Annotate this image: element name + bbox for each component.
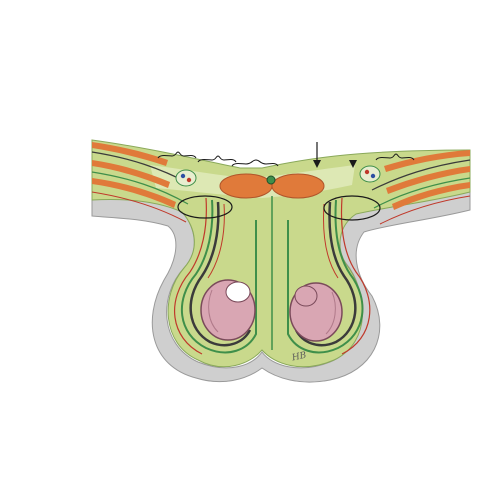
left-testis [201,280,255,340]
left-cord-vessels [176,170,196,186]
right-testis [290,283,342,341]
right-cord-vessels [360,166,380,182]
left-corpus-muscle [220,174,272,198]
central-vessel [267,176,275,184]
artist-signature: HB [291,350,308,364]
right-corpus-muscle [272,174,324,198]
